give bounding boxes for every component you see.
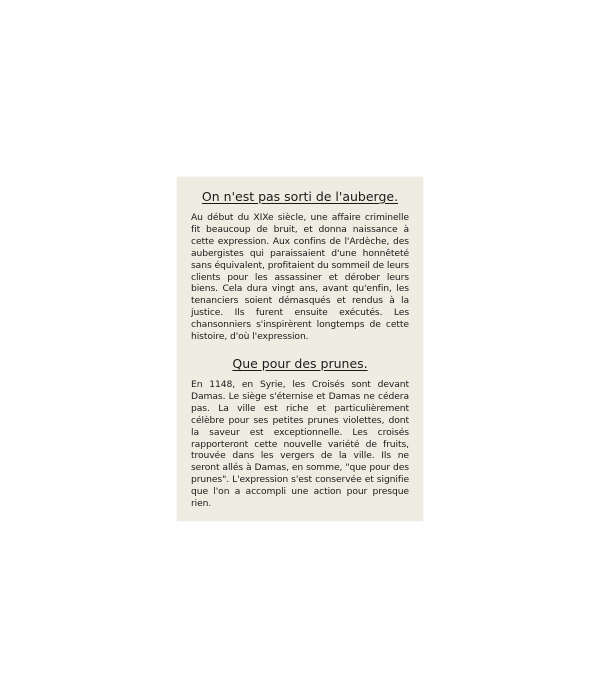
section-prunes [191,356,409,510]
expression-card [177,177,423,521]
section-auberge [191,189,409,343]
section-title: On n'est pas sorti de l'auberge. [201,189,399,204]
section-title: Que pour des prunes. [232,355,368,371]
section-body: Au début du XIXe siècle, une affaire criminelle fit beaucoup de bruit, et donna naissance à cette expression. Aux confins de l'Ardèche, des aubergistes qui paraissaient d'une honnêteté sans équivalent, profitaient du sommeil de leurs clients pour les assassiner et dérober leurs biens. Cela dura vingt ans, avant qu'enfin, les tenanciers soient démasqués et rendus à la justice. Ils furent ensuite exécutés. Les chansonniers s'inspirèrent longtemps de cette histoire, d'où l'expression. [191,212,409,343]
section-body: En 1148, en Syrie, les Croisés sont devant Damas. Le siège s'éternise et Damas ne cédera pas. La ville est riche et particulièrement célèbre pour ses petites prunes violettes, dont la saveur est exceptionnelle. Les croisés rapporteront cette nouvelle variété de fruits, trouvée dans les vergers de la ville. Ils ne seront allés à Damas, en somme, "que pour des prunes". L'expression s'est conservée et signifie que l'on a accompli une action pour presque rien. [191,378,409,510]
